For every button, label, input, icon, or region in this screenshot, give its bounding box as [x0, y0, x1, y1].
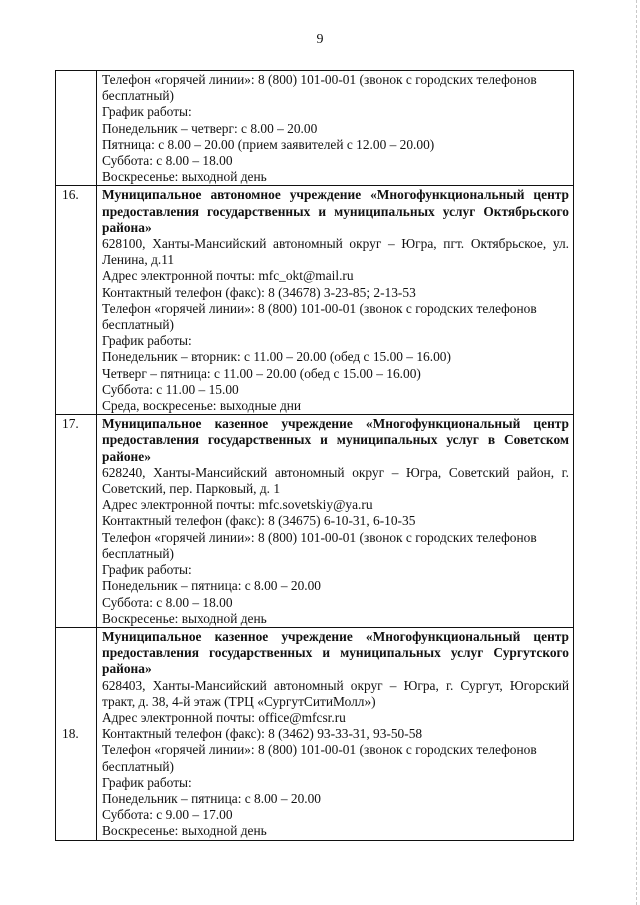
row-content	[97, 186, 574, 415]
contact-phone: Контактный телефон (факс): 8 (34678) 3-23-85; 2-13-53	[102, 284, 416, 300]
schedule-line: Пятница: с 8.00 – 20.00 (прием заявителей с 12.00 – 20.00)	[102, 136, 435, 152]
row-number: 18.	[56, 627, 97, 840]
schedule-line: Понедельник – четверг: с 8.00 – 20.00	[102, 120, 318, 136]
schedule-heading: График работы:	[102, 562, 192, 578]
mfc-directory-table	[55, 70, 574, 841]
row-number: 16.	[56, 186, 97, 415]
scan-edge-divider	[636, 0, 640, 905]
row-content	[97, 71, 574, 186]
schedule-line: Суббота: с 8.00 – 18.00	[102, 153, 233, 169]
table-row	[56, 71, 574, 186]
row-number: 17.	[56, 415, 97, 628]
schedule-heading: График работы:	[102, 774, 192, 790]
schedule-line: Понедельник – вторник: с 11.00 – 20.00 (обед с 15.00 – 16.00)	[102, 349, 451, 365]
schedule-line: Четверг – пятница: с 11.00 – 20.00 (обед с 15.00 – 16.00)	[102, 365, 421, 381]
row-content	[97, 627, 574, 840]
email-address: Адрес электронной почты: mfc.sovetskiy@ya.ru	[102, 497, 373, 513]
contact-phone: Контактный телефон (факс): 8 (34675) 6-10-31, 6-10-35	[102, 513, 416, 529]
schedule-line: Воскресенье: выходной день	[102, 610, 267, 626]
schedule-heading: График работы:	[102, 333, 192, 349]
institution-title: Муниципальное автономное учреждение «Многофункциональный центр предоставления государственных и муниципальных услуг Октябрьского района»	[102, 187, 569, 235]
institution-title: Муниципальное казенное учреждение «Многофункциональный центр предоставления государственных и муниципальных услуг Сургутского района»	[102, 628, 569, 677]
hotline-text-cont: бесплатный)	[102, 317, 174, 333]
hotline-text-cont: бесплатный)	[102, 88, 174, 104]
postal-address: 628100, Ханты-Мансийский автономный округ – Югра, пгт. Октябрьское, ул. Ленина, д.11	[102, 236, 569, 268]
hotline-text: Телефон «горячей линии»: 8 (800) 101-00-01 (звонок с городских телефонов	[102, 300, 537, 316]
postal-address: 628403, Ханты-Мансийский автономный округ – Югра, г. Сургут, Югорский тракт, д. 38, 4-й этаж (ТРЦ «СургутСитиМолл»)	[102, 677, 569, 709]
schedule-line: Суббота: с 9.00 – 17.00	[102, 807, 233, 823]
hotline-text-cont: бесплатный)	[102, 545, 174, 561]
row-number	[56, 71, 97, 186]
hotline-text: Телефон «горячей линии»: 8 (800) 101-00-01 (звонок с городских телефонов	[102, 72, 537, 87]
schedule-line: Понедельник – пятница: с 8.00 – 20.00	[102, 790, 322, 806]
postal-address: 628240, Ханты-Мансийский автономный округ – Югра, Советский район, г. Советский, пер. Парковый, д. 1	[102, 464, 569, 497]
schedule-line: Понедельник – пятница: с 8.00 – 20.00	[102, 578, 322, 594]
email-address: Адрес электронной почты: mfc_okt@mail.ru	[102, 268, 354, 284]
table-row	[56, 627, 574, 840]
schedule-line: Воскресенье: выходной день	[102, 169, 267, 185]
hotline-text: Телефон «горячей линии»: 8 (800) 101-00-01 (звонок с городских телефонов	[102, 529, 537, 545]
schedule-heading: График работы:	[102, 104, 192, 120]
page-number: 9	[316, 32, 324, 47]
contact-phone: Контактный телефон (факс): 8 (3462) 93-33-31, 93-50-58	[102, 726, 423, 742]
row-content	[97, 415, 574, 628]
institution-title: Муниципальное казенное учреждение «Многофункциональный центр предоставления государственных и муниципальных услуг в Советском районе»	[102, 416, 569, 464]
schedule-line: Воскресенье: выходной день	[102, 823, 267, 839]
hotline-text: Телефон «горячей линии»: 8 (800) 101-00-01 (звонок с городских телефонов	[102, 742, 537, 758]
schedule-line: Среда, воскресенье: выходные дни	[102, 398, 302, 414]
hotline-text-cont: бесплатный)	[102, 758, 174, 774]
table-row	[56, 186, 574, 415]
schedule-line: Суббота: с 11.00 – 15.00	[102, 381, 239, 397]
schedule-line: Суббота: с 8.00 – 18.00	[102, 594, 233, 610]
table-row	[56, 415, 574, 628]
email-address: Адрес электронной почты: office@mfcsr.ru	[102, 709, 346, 725]
